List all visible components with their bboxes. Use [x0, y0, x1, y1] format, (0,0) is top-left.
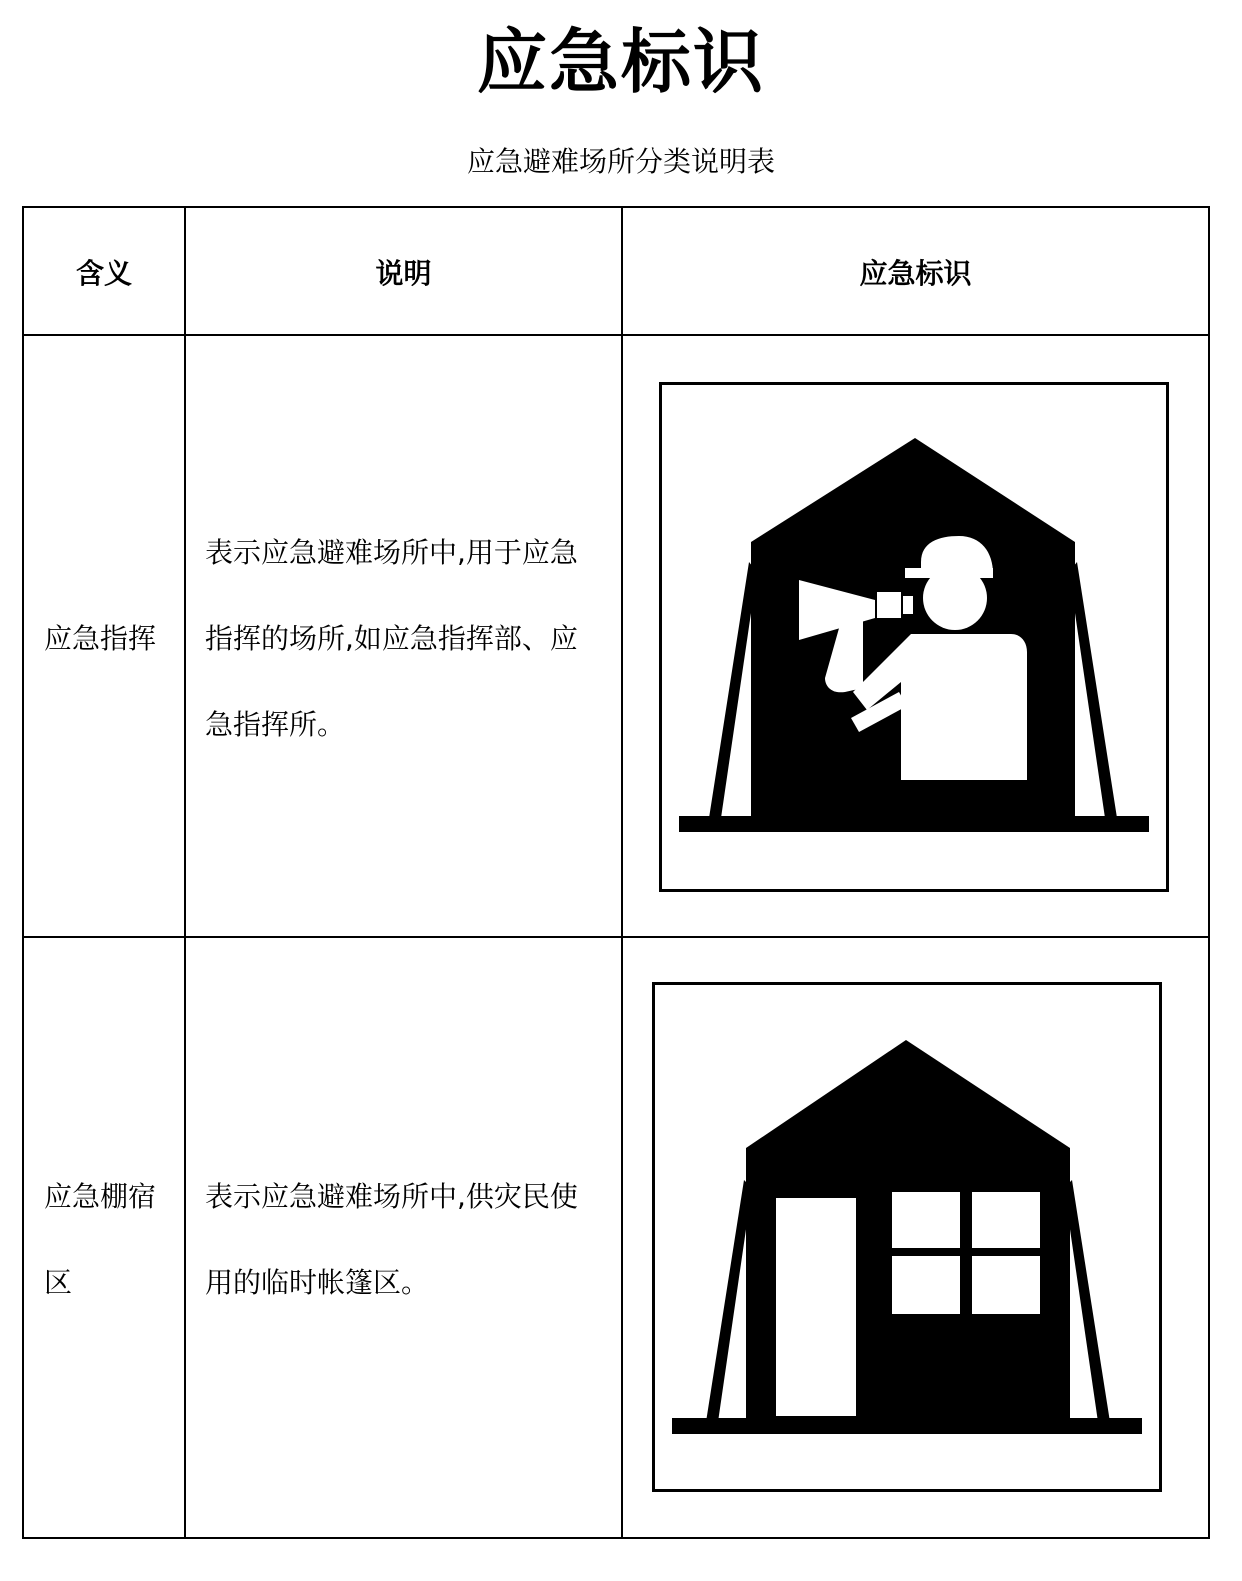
row2-meaning-line-2: 区: [44, 1266, 73, 1299]
row1-description-line-2: 指挥的场所,如应急指挥部、应: [205, 622, 578, 655]
emergency-command-tent-icon: [659, 382, 1171, 894]
row2-meaning-line-1: 应急棚宿: [44, 1180, 157, 1213]
table-column-divider-1: [184, 206, 186, 1539]
row2-description-line-1: 表示应急避难场所中,供灾民使: [205, 1180, 578, 1213]
table-divider-row: [22, 936, 1210, 938]
table-column-divider-2: [621, 206, 623, 1539]
emergency-tent-shelter-icon: [652, 982, 1164, 1494]
row2-description-line-2: 用的临时帐篷区。: [205, 1266, 430, 1299]
table-caption: 应急避难场所分类说明表: [466, 145, 775, 178]
table-border-right: [1208, 206, 1210, 1539]
header-meaning: 含义: [75, 257, 132, 290]
header-sign: 应急标识: [859, 257, 972, 290]
row1-meaning: 应急指挥: [44, 622, 157, 655]
row1-description-line-1: 表示应急避难场所中,用于应急: [205, 536, 578, 569]
table-border-bottom: [22, 1537, 1210, 1539]
page-title: 应急标识: [477, 21, 765, 103]
header-description: 说明: [375, 257, 432, 290]
row1-description-line-3: 急指挥所。: [205, 708, 346, 741]
table-border-left: [22, 206, 24, 1539]
